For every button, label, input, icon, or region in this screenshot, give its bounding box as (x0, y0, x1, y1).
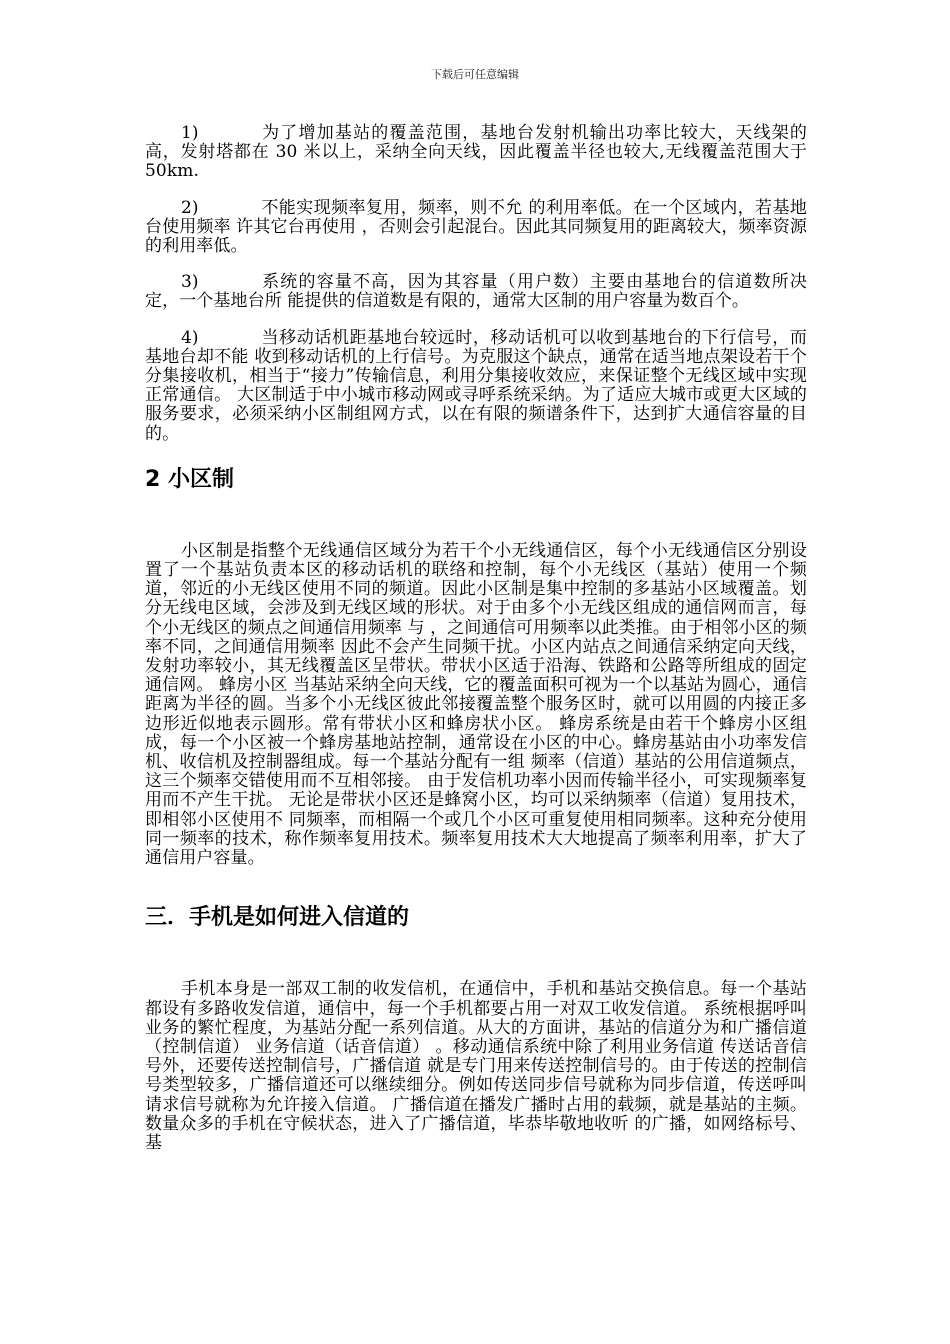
item-text: 不能实现频率复用，频率，则不允 的利用率低。在一个区域内，若基地台使用频率 许其它台再使用 ，否则会引起混台。因此其同频复用的距离较大，频率资源的利用率低。 (145, 197, 807, 257)
item-number: 2) (181, 197, 199, 218)
numbered-item-4 (145, 329, 807, 444)
numbered-item-3 (145, 273, 807, 311)
small-cell-paragraph: 小区制是指整个无线通信区域分为若干个小无线通信区，每个小无线通信区分别设置了一个基站负责本区的移动话机的联络和控制，每个小无线区（基站）使用一个频道，邻近的小无线区使用不同的频道。因此小区制是集中控制的多基站小区域覆盖。划分无线电区域，会涉及到无线区域的形状。对于由多个小无线区组成的通信网而言，每个小无线区的频点之间通信用频率 与 ，之间通信可用频率以此类推。由于相邻小区的频率不同，之间通信用频率 因此不会产生同频干扰。小区内站点之间通信采纳定向天线，发射功率较小，其无线覆盖区呈带状。带状小区适于沿海、铁路和公路等所组成的固定通信网。 蜂房小区 当基站采纳全向天线，它的覆盖面积可视为一个以基站为圆心，通信距离为半径的圆。当多个小无线区彼此邻接覆盖整个服务区时，就可以用圆的内接正多边形近似地表示圆形。常有带状小区和蜂房状小区。 蜂房系统是由若干个蜂房小区组成，每一个小区被一个蜂房基地站控制，通常设在小区的中心。蜂房基站由小功率发信机、收信机及控制器组成。每一个基站分配有一组 频率（信道）基站的公用信道频点，这三个频率交错使用而不互相邻接。 由于发信机功率小因而传输半径小，可实现频率复用而不产生干扰。 无论是带状小区还是蜂窝小区，均可以采纳频率（信道）复用技术，即相邻小区使用不 同频率，而相隔一个或几个小区可重复使用相同频率。这种充分使用同一频率的技术，称作频率复用技术。频率复用技术大大地提高了频率利用率，扩大了通信用户容量。 (145, 540, 807, 869)
numbered-item-2 (145, 199, 807, 257)
numbered-item-1 (145, 124, 807, 182)
section-heading-phone-channel: 三．手机是如何进入信道的 (145, 905, 410, 931)
section-heading-small-cell: 2 小区制 (145, 466, 234, 492)
header-note: 下载后可任意编辑 (431, 68, 519, 81)
document-body (145, 124, 807, 1153)
item-number: 1) (181, 123, 199, 143)
item-text: 当移动话机距基地台较远时，移动话机可以收到基地台的下行信号，而基地台却不能 收到移动话机的上行信号。为克服这个缺点，通常在适当地点架设若干个分集接收机，相当于“接力”传输信息，利用分集接收效应，来保证整个无线区域中实现正常通信。 大区制适于中小城市移动网或寻呼系统采纳。为了适应大城市或更大区域的服务要求，必须采纳小区制组网方式，以在有限的频谱条件下，达到扩大通信容量的目的。 (145, 327, 807, 444)
item-text: 为了增加基站的覆盖范围，基地台发射机输出功率比较大，天线架的高，发射塔都在 30 米以上，采纳全向天线，因此覆盖半径也较大,无线覆盖范围大于 50km. (145, 123, 807, 182)
phone-channel-paragraph: 手机本身是一部双工制的收发信机，在通信中，手机和基站交换信息。每一个基站都设有多路收发信道，通信中，每一个手机都要占用一对双工收发信道。 系统根据呼叫业务的繁忙程度，为基站分配一系列信道。从大的方面讲，基站的信道分为和广播信道（控制信道） 业务信道（话音信道） 。移动通信系统中除了利用业务信道 传送话音信号外，还要传送控制信号，广播信道 就是专门用来传送控制信号的。由于传送的控制信号类型较多，广播信道还可以继续细分。例如传送同步信号就称为同步信道，传送呼叫请求信号就称为允许接入信道。 广播信道在播发广播时占用的载频，就是基站的主频。数量众多的手机在守候状态，进入了广播信道，毕恭毕敬地收听 的广播，如网络标号、基 (145, 979, 807, 1153)
item-number: 4) (181, 327, 199, 348)
item-number: 3) (181, 272, 199, 293)
item-text: 系统的容量不高，因为其容量（用户数）主要由基地台的信道数所决定，一个基地台所 能提供的信道数是有限的，通常大区制的用户容量为数百个。 (145, 272, 807, 312)
